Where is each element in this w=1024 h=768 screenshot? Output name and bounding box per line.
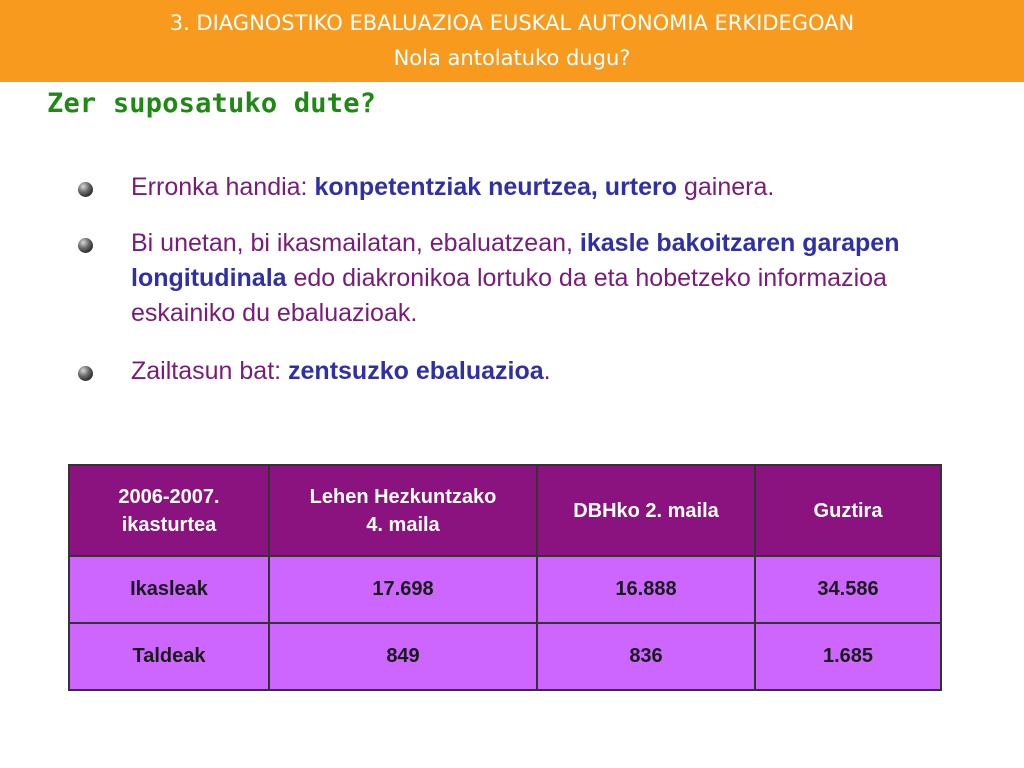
header-cell-year: [69, 465, 269, 556]
header-cell-primary: [269, 465, 537, 556]
row-label: Taldeak: [69, 623, 269, 690]
table-cell: 849: [269, 623, 537, 690]
bullet-item: [78, 170, 988, 205]
table-header-row: [69, 465, 941, 556]
header-cell-line: ikasturtea: [121, 513, 217, 536]
bullet-item: [78, 354, 988, 389]
header-cell-line: 4. maila: [366, 513, 440, 536]
bullet-highlight: konpetentziak neurtzea, urtero: [314, 173, 678, 201]
row-label: Ikasleak: [69, 556, 269, 623]
header-cell-line: 2006-2007.: [118, 485, 220, 508]
bullet-text: Bi unetan, bi ikasmailatan, ebaluatzean,: [131, 229, 580, 257]
header-cell-line: Lehen Hezkuntzako: [309, 485, 497, 508]
bullet-item: [78, 226, 988, 331]
table-cell: 1.685: [755, 623, 941, 690]
header-title: 3. DIAGNOSTIKO EBALUAZIOA EUSKAL AUTONOMIA ERKIDEGOAN: [169, 11, 855, 35]
bullet-text: Erronka handia:: [131, 173, 315, 201]
bullet-dot-icon: [78, 182, 93, 197]
bullet-dot-icon: [78, 366, 93, 381]
table-row: [69, 623, 941, 690]
slide-title: Zer suposatuko dute?: [47, 88, 377, 119]
students-table: [68, 464, 942, 691]
bullet-text: Zailtasun bat:: [131, 357, 289, 385]
header-cell-line: DBHko 2. maila: [573, 499, 719, 522]
table-cell: 34.586: [755, 556, 941, 623]
bullet-dot-icon: [78, 238, 93, 253]
table-cell: 17.698: [269, 556, 537, 623]
bullet-highlight: zentsuzko ebaluazioa: [288, 357, 544, 385]
header-cell-total: [755, 465, 941, 556]
table-row: [69, 556, 941, 623]
bullet-text-end: .: [543, 357, 551, 385]
slide-header: [0, 0, 1024, 82]
bullet-list: [78, 170, 988, 389]
header-cell-line: Guztira: [813, 499, 883, 522]
bullet-text-end: gainera.: [677, 173, 775, 201]
header-cell-secondary: [537, 465, 755, 556]
bullet-text-end: edo diakronikoa lortuko da eta hobetzeko informazioa eskainiko du ebaluazioak.: [131, 264, 887, 327]
table-cell: 16.888: [537, 556, 755, 623]
header-subtitle: Nola antolatuko dugu?: [393, 46, 631, 70]
bullet-highlight: ikasle bakoitzaren garapen longitudinala: [131, 229, 900, 292]
table-cell: 836: [537, 623, 755, 690]
